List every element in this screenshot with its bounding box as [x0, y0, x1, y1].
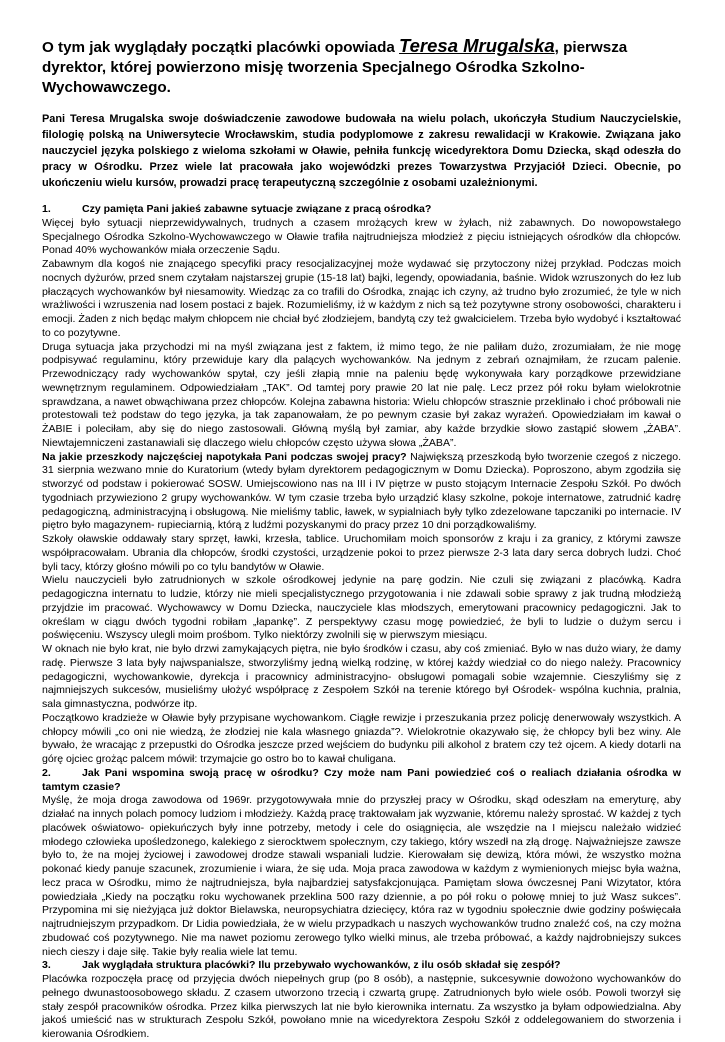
answer-paragraph: Wielu nauczycieli było zatrudnionych w szkole ośrodkowej jedynie na parę godzin. Nie czuli się związani z placówką. Kadra pedagogiczna internatu to ludzie, którzy nie mieli specjalistycznego przygotowania i nie zdawali sobie sprawy z jak trudną młodzieżą przyjdzie im pracować. Wychowawcy w Domu Dziecka, nauczyciele klas młodszych, emerytowani pracownicy pedagogiczni. Jak to określam w ciągu dwóch tygodni robiłam „łapankę”. Z perspektywy czasu mogę powiedzieć, że byli to ludzie o dużym sercu i poświęceniu. Wszyscy ulegli moim prośbom. Tylko niektórzy zwolnili się w pierwszym miesiącu.: [42, 574, 681, 642]
question-1-number: 1.: [42, 203, 51, 215]
answer-paragraph: Zabawnym dla kogoś nie znającego specyfiki pracy resocjalizacyjnej może wydawać się przytoczony niżej przykład. Podczas moich nocnych dyżurów, przed snem czytałam najstarszej grupie (15-18 lat) bajki, legendy, opowiadania, baśnie. Widok wzruszonych do łez lub płaczących wychowanków był niesamowity. Wiedząc za co trafili do Ośrodka, znając ich czyny, aż trudno było zrozumieć, że tyle w nich wrażliwości i wzruszenia nad losem postaci z bajek. Rozumieliśmy, iż w każdym z nich są też pozytywne strony osobowości, charakteru i emocji. Żaden z nich będąc małym chłopcem nie chciał być złodziejem, bandytą czy też gwałcicielem. Trzeba było wydobyć i kształtować to co pozytywne.: [42, 258, 681, 339]
intro-paragraph: Pani Teresa Mrugalska swoje doświadczenie zawodowe budowała na wielu polach, ukończyła Studium Nauczycielskie, filologię polską na Uniwersytecie Wrocławskim, studia podyplomowe z zakresu rewalidacji w Krakowie. Związana jako nauczyciel języka polskiego z wieloma szkołami w Oławie, pełniła funkcję wicedyrektora Domu Dziecka, skąd odeszła do pracy w Ośrodku. Przez wiele lat pracowała jako wojewódzki prezes Towarzystwa Przyjaciół Dzieci. Obecnie, po ukończeniu wielu kursów, prowadzi pracę terapeutyczną szczególnie z osobami uzależnionymi.: [42, 113, 681, 189]
interview-body: [42, 203, 681, 1042]
question-2-number: 2.: [42, 766, 51, 779]
answer-paragraph: Myślę, że moja droga zawodowa od 1969r. przygotowywała mnie do przyszłej pracy w Ośrodku, skąd odeszłam na emeryturę, aby działać na innych polach pomocy ludziom i młodzieży. Każdą pracę traktowałam jak wyzwanie, któremu należy sprostać. W każdej z tych placówek oświatowo- opiekuńczych były inne potrzeby, metody i cele do osiągnięcia, ale wszędzie na I miejscu należało widzieć młodego człowieka upośledzonego, kalekiego z sierocktwem społecznym, czy takiego, który wszedł na złą drogę. Najważniejsze zawsze było to, że na mojej życiowej i zawodowej drodze stawali wspaniali ludzie. Kierowałam się dewizą, która mówi, że wszystko można pokonać kiedy panuje szacunek, zrozumienie i wiara, że się uda. Moja praca zawodowa w każdym z wymienionych miejsc była ważna, lecz praca w Ośrodku, mimo że najtrudniejsza, była najbardziej satysfakcjonująca. Pamiętam słowa ówczesnej Pani Wizytator, która powiedziała „Kiedy na początku roku wychowanek przeklina 500 razy dziennie, a po pół roku o połowę mniej to już Wasz sukces”. Przypomina mi się nieżyjąca już doktor Bielawska, neuropsychiatra dziecięcy, która raz w tygodniu społecznie dwie godziny poświęcała najtrudniejszym przypadkom. Dr Lidia powiedziała, że w wielu przypadkach u naszych wychowanków trudno znaleźć coś, na czy można zbudować coś pozytywnego. Nie ma nawet poziomu zerowego tylko wielki minus, ale trzeba próbować, a każdy najdrobniejszy sukces niech cieszy i daje siłę. Takie były realia wiele lat temu.: [42, 794, 681, 958]
question-2-text: Jak Pani wspomina swoją pracę w ośrodku? Czy może nam Pani powiedzieć coś o realiach działania ośrodka w tamtym czasie?: [42, 766, 681, 793]
answer-paragraph: Placówka rozpoczęła pracę od przyjęcia dwóch niepełnych grup (po 8 osób), a następnie, sukcesywnie dowożono wychowanków do pełnego dwunastoosobowego składu. Z czasem utworzono trzecią i czwartą grupę. Zatrudnionych było wiele osób. Powoli tworzył się stały zespół pracowników ośrodka. Przez kilka pierwszych lat nie było kierownika internatu. Za wszystko ja byłam odpowiedzialna. Aby jakoś umieścić nas w strukturach Zespołu Szkół, powołano mnie na wicedyrektora Zespołu Szkół z oddelegowaniem do stworzenia i kierowania Ośrodkiem.: [42, 973, 681, 1040]
answer-paragraph: W oknach nie było krat, nie było drzwi zamykających piętra, nie było środków i czasu, aby coś zmieniać. Było w nas dużo wiary, że damy radę. Pierwsze 3 lata były najwspanialsze, stworzyliśmy jedną wielką rodzinę, w której każdy wiedział co do niego należy. Pracownicy pedagogiczni, wychowankowie, dyrekcja i pracownicy administracyjno- obsługowi pomagali sobie wzajemnie. Cieszyliśmy się z najmniejszych sukcesów, musieliśmy ułożyć współpracę z Zespołem Szkół na terenie którego był Ośrodek- wspólna kuchnia, pralnia, sala gimnastyczna, podwórze itp.: [42, 643, 681, 710]
title-tail: , pierwsza dyrektor, której powierzono misję tworzenia Specjalnego Ośrodka Szkolno-Wychowawczego.: [42, 39, 628, 96]
answer-paragraph: Druga sytuacja jaka przychodzi mi na myśl związana jest z faktem, iż mimo tego, że nie paliłam dużo, zrozumiałam, że nie mogę podpisywać regulaminu, który przewiduje kary dla palących wychowanków. Na jednym z zebrań oznajmiłam, że rzucam palenie. Przewodniczący rady wychowanków spytał, czy jeśli złapią mnie na paleniu będę wykonywała kary porządkowe przewidziane wewnętrznym regulaminem. Odpowiedziałam „TAK”. Od tamtej pory prawie 20 lat nie palę. Lecz przez pół roku byłam wielokrotnie sprawdzana, a nawet obwąchiwana przez chłopców. Kolejna zabawna historia: Wielu chłopców strasznie przeklinało i choć próbowali nie protestowali też podstaw do tego języka, ja tak zapanowałam, że po pewnym czasie był zakaz wyrażeń. Opowiedziałam im kawał o ŻABIE i poleciłam, aby się do niego zastosowali. Główną myślą był zamiar, aby każde brzydkie słowo zastąpić słowem „ŻABA”. Niewtajemniczeni zastanawiali się dlaczego wielu chłopców często używa słowa „ŻABA”.: [42, 340, 681, 449]
answer-paragraph: Początkowo kradzieże w Oławie były przypisane wychowankom. Ciągłe rewizje i przeszukania przez policję denerwowały wszystkich. A chłopcy mówili „co oni nie wiedzą, że złodziej nie kala własnego gniazda”?. Wielokrotnie okazywało się, że chłopcy byli bez winy. Ale bywało, że wracając z przepustki do Ośrodka jeszcze przed wejściem do budynku pili alkohol z bratem czy też ojcem. A kiedy dotarli na górę ojciec grożąc palcem mówił: trzymajcie go ostro bo to kawał chuligana.: [42, 711, 681, 765]
question-3-number: 3.: [42, 959, 51, 972]
question-1-text: Czy pamięta Pani jakieś zabawne sytuacje związane z pracą ośrodka?: [82, 203, 432, 215]
title-lead: O tym jak wyglądały początki placówki opowiada: [42, 39, 400, 56]
answer-paragraph: Więcej było sytuacji nieprzewidywalnych, trudnych a czasem mrożących krew w żyłach, niż zabawnych. Do nowopowstałego Specjalnego Ośrodka Szkolno-Wychowawczego w Oławie trafiła najtrudniejsza młodzież z pięciu istniejących ośrodków dla chłopców. Ponad 40% wychowanków miała orzeczenie Sądu.: [42, 216, 681, 257]
question-3: [42, 959, 681, 973]
question-2: [42, 767, 681, 795]
document-title: [42, 36, 681, 98]
inline-question: Na jakie przeszkody najczęściej napotykała Pani podczas swojej pracy?: [42, 450, 407, 463]
inline-answer: Największą przeszkodą było tworzenie czegoś z niczego. 31 sierpnia wezwano mnie do Kuratorium (wtedy byłam dyrektorem pedagogicznym w Domu Dziecka). Poproszono, abym zgodziła się stworzyć od podstaw i pokierować SOSW. Umiejscowiono nas na III i IV piętrze w pusto stojącym Internacie Zespołu Szkół. Po dwóch tygodniach przywieziono 2 grupy wychowanków. W tym czasie trzeba było urządzić klasy szkolne, pokoje internatowe, zatrudnić kadrę pedagogiczną, administracyjną i obsługową. Nie mieliśmy tablic, ławek, w sypialniach były tylko zdezelowane tapczaniki po internacie. IV piętro było magazynem- rupieciarnią, którą z ludźmi pozyskanymi do pracy przez 10 dni porządkowaliśmy.: [42, 450, 682, 532]
author-name: Teresa Mrugalska: [399, 35, 555, 56]
answer-paragraph: [42, 451, 681, 534]
question-3-text: Jak wyglądała struktura placówki? Ilu przebywało wychowanków, z ilu osób składał się zespół?: [82, 959, 561, 972]
question-1: [42, 203, 681, 217]
answer-paragraph: Szkoły oławskie oddawały stary sprzęt, ławki, krzesła, tablice. Uruchomiłam moich sponsorów z kraju i za granicy, z którymi zawsze współpracowałam. Ubrania dla chłopców, środki czystości, urządzenie pokoi to przez pierwsze 2-3 lata dary serca dobrych ludzi. Choć byli tacy, którzy głośno mówili po co tylu bandytów w Oławie.: [42, 533, 681, 573]
